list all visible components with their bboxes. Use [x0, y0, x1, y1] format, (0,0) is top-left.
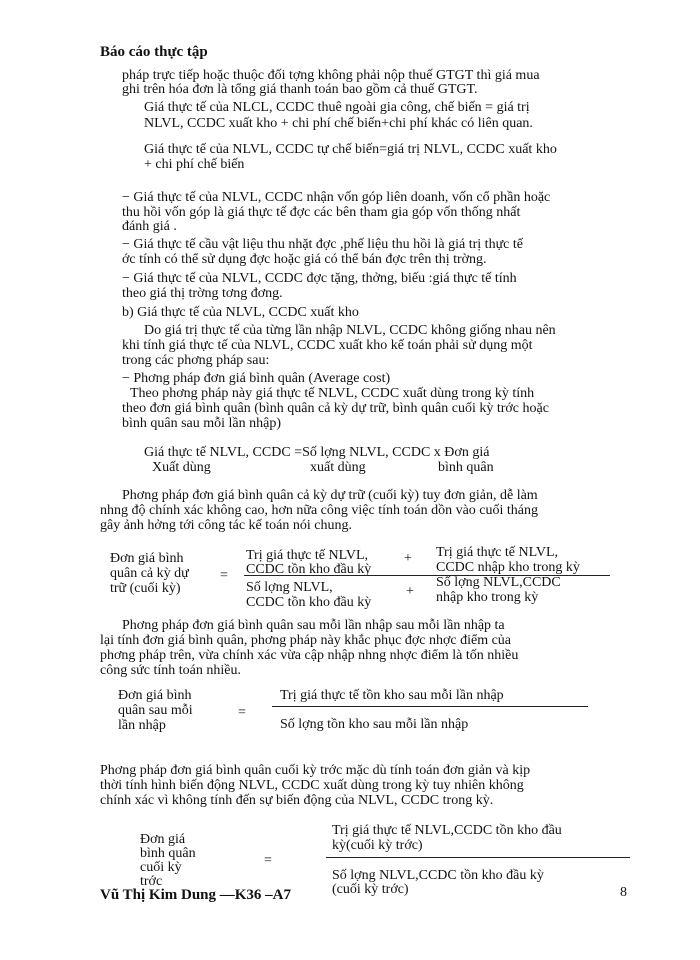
formula-label: xuất dùng [310, 460, 366, 475]
text-line: ghi trên hóa đơn là tổng giá thanh toán bao gồm cả thuế GTGT. [122, 82, 478, 97]
equals-sign: = [220, 568, 228, 583]
formula-label: lần nhập [118, 718, 166, 733]
text-line: NLVL, CCDC xuất kho + chi phí chế biến+chi phí khác có liên quan. [144, 116, 533, 131]
text-line: trong các phơng pháp sau: [122, 353, 270, 368]
text-line: chính xác vì không tính đến sự biến động của NLVL, CCDC trong kỳ. [100, 793, 494, 808]
text-line: pháp trực tiếp hoặc thuộc đối tợng không phải nộp thuế GTGT thì giá mua [122, 68, 540, 83]
formula-denominator: CCDC tồn kho đầu kỳ [246, 595, 372, 610]
formula-denominator: Số lợng NLVL, [246, 580, 333, 595]
formula-label: Đơn giá [140, 832, 186, 847]
formula-numerator: kỳ(cuối kỳ trớc) [332, 838, 423, 853]
text-line: Do giá trị thực tế của từng lần nhập NLVL, CCDC không giống nhau nên [144, 323, 556, 338]
text-line: theo đơn giá bình quân (bình quân cả kỳ dự trữ, bình quân cuối kỳ trớc hoặc [122, 401, 549, 416]
fraction-bar [272, 706, 588, 707]
page-header-title: Báo cáo thực tập [100, 44, 208, 60]
text-line: bình quân sau mỗi lần nhập) [122, 416, 282, 431]
formula-numerator: Trị giá thực tế tồn kho sau mỗi lần nhập [280, 688, 504, 703]
page-number: 8 [620, 885, 627, 900]
text-line: − Giá thực tế của NLVL, CCDC nhận vốn góp liên doanh, vốn cổ phần hoặc [122, 190, 551, 205]
equals-sign: = [238, 705, 246, 720]
formula-label: bình quân [140, 846, 196, 861]
text-line: lại tính đơn giá bình quân, phơng pháp này khắc phục đợc nhợc điểm của [100, 633, 512, 648]
formula-label: cuối kỳ [140, 860, 182, 875]
formula-denominator: nhập kho trong kỳ [436, 590, 539, 605]
text-line: − Giá thực tế cầu vật liệu thu nhặt đợc ,phế liệu thu hồi là giá trị thực tế [122, 237, 523, 252]
fraction-bar [326, 857, 630, 858]
footer-author: Vũ Thị Kim Dung —K36 –A7 [100, 887, 292, 903]
plus-sign: + [404, 551, 412, 566]
text-line: − Phơng pháp đơn giá bình quân (Average cost) [122, 371, 391, 386]
formula-line: Giá thực tế NLVL, CCDC =Số lợng NLVL, CCDC x Đơn giá [144, 445, 490, 460]
formula-label: quân cả kỳ dự [110, 566, 189, 581]
text-line: khi tính giá thực tế của NLVL, CCDC xuất kho kế toán phải sử dụng một [122, 338, 533, 353]
formula-label: Đơn giá bình [118, 688, 192, 703]
formula-denominator: Số lợng tồn kho sau mỗi lần nhập [280, 717, 469, 732]
text-line: Theo phơng pháp này giá thực tế NLVL, CCDC xuất dùng trong kỳ tính [130, 386, 535, 401]
text-line: Phơng pháp đơn giá bình quân cả kỳ dự trữ (cuối kỳ) tuy đơn giản, dễ làm [122, 488, 538, 503]
text-line: gây ảnh hởng tới công tác kế toán nói chung. [100, 518, 352, 533]
text-line: Phơng pháp đơn giá bình quân cuối kỳ trớc mặc dù tính toán đơn giản và kịp [100, 763, 531, 778]
formula-label: Đơn giá bình [110, 551, 184, 566]
section-heading: b) Giá thực tế của NLVL, CCDC xuất kho [122, 305, 359, 320]
plus-sign: + [406, 584, 414, 599]
formula-label: quân sau mỗi [118, 703, 193, 718]
text-line: thời tính hình biến động NLVL, CCDC xuất dùng trong kỳ tuy nhiên không [100, 778, 524, 793]
formula-label: Xuất dùng [152, 460, 211, 475]
text-line: thu hồi vốn góp là giá thực tế đợc các bên tham gia góp vốn thống nhất [122, 205, 521, 220]
text-line: đánh giá . [122, 219, 177, 234]
formula-label: trữ (cuối kỳ) [110, 581, 181, 596]
formula-denominator: (cuối kỳ trớc) [332, 882, 409, 897]
text-line: Phơng pháp đơn giá bình quân sau mỗi lần nhập sau mỗi lần nhập ta [122, 618, 505, 633]
text-line: Giá thực tế của NLCL, CCDC thuê ngoài gia công, chế biến = giá trị [144, 100, 530, 115]
equals-sign: = [264, 853, 272, 868]
formula-denominator: Số lợng NLVL,CCDC tồn kho đầu kỳ [332, 868, 544, 883]
text-line: nhng độ chính xác không cao, hơn nữa công việc tính toán dồn vào cuối tháng [100, 503, 538, 518]
formula-label: bình quân [438, 460, 494, 475]
formula-numerator: Trị giá thực tế NLVL, [436, 545, 559, 560]
text-line: + chi phí chế biến [144, 157, 245, 172]
text-line: − Giá thực tế của NLVL, CCDC đợc tặng, thởng, biếu :giá thực tế tính [122, 271, 517, 286]
formula-denominator: Số lợng NLVL,CCDC [436, 575, 561, 590]
text-line: phơng pháp trên, vừa chính xác vừa cập nhập nhng nhợc điểm là tốn nhiều [100, 648, 519, 663]
formula-numerator: CCDC tồn kho đầu kỳ [246, 562, 372, 577]
formula-numerator: CCDC nhập kho trong kỳ [436, 560, 580, 575]
text-line: Giá thực tế của NLVL, CCDC tự chế biến=giá trị NLVL, CCDC xuất kho [144, 142, 557, 157]
formula-numerator: Trị giá thực tế NLVL, [246, 548, 369, 563]
text-line: công sức tính toán nhiều. [100, 663, 241, 678]
text-line: theo giá thị trờng tơng đơng. [122, 286, 283, 301]
formula-label: trớc [140, 874, 163, 889]
text-line: ớc tính có thể sử dụng đợc hoặc giá có thể bán đợc trên thị trờng. [122, 252, 487, 267]
formula-numerator: Trị giá thực tế NLVL,CCDC tồn kho đầu [332, 823, 562, 838]
